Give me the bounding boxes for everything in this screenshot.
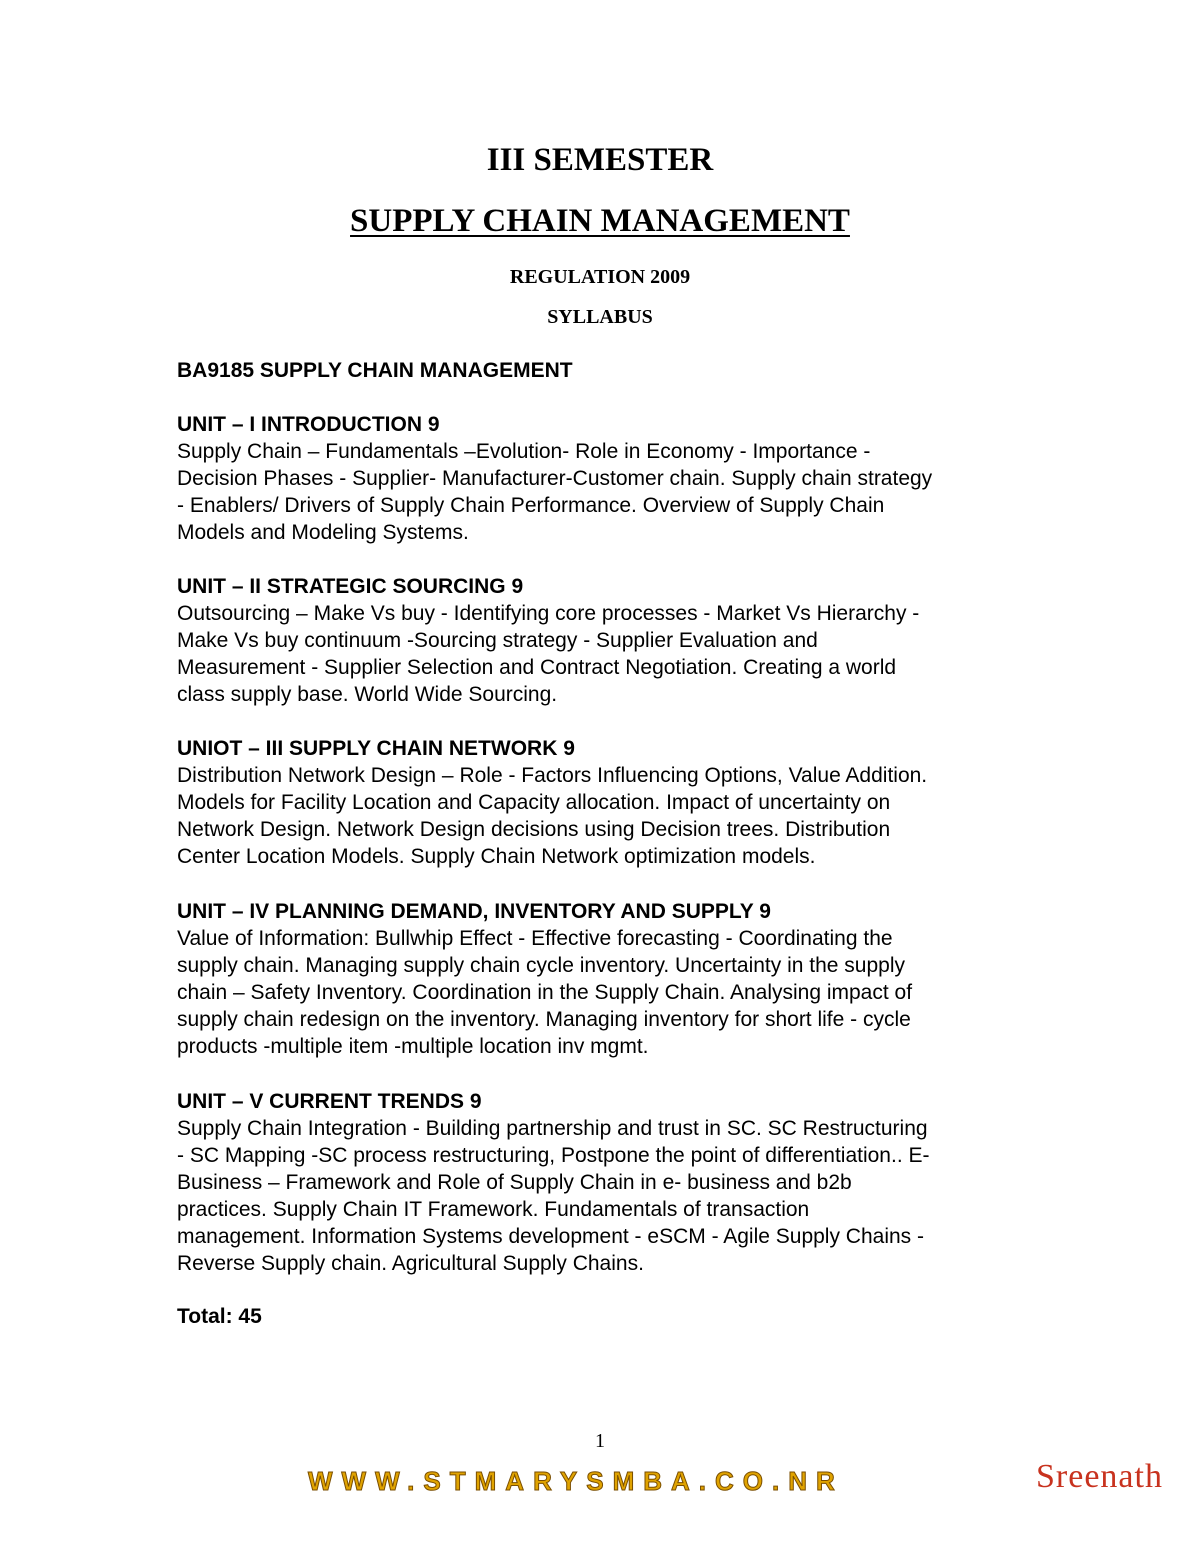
unit-description — [177, 762, 1037, 870]
unit-line: Business – Framework and Role of Supply Chain in e- business and b2b — [177, 1171, 852, 1194]
syllabus-heading: SYLLABUS — [547, 306, 653, 328]
page-number: 1 — [595, 1430, 605, 1452]
unit-5 — [177, 1088, 1037, 1277]
unit-line: Value of Information: Bullwhip Effect - Effective forecasting - Coordinating the — [177, 927, 893, 950]
footer-signature: Sreenath — [1036, 1458, 1163, 1495]
unit-description — [177, 1115, 1037, 1277]
unit-line: Make Vs buy continuum -Sourcing strategy - Supplier Evaluation and — [177, 629, 818, 652]
unit-title: UNIT – II STRATEGIC SOURCING 9 — [177, 575, 524, 598]
unit-line: Network Design. Network Design decisions using Decision trees. Distribution — [177, 818, 891, 841]
unit-line: Reverse Supply chain. Agricultural Supply Chains. — [177, 1252, 644, 1275]
regulation-heading: REGULATION 2009 — [509, 266, 691, 288]
unit-line: supply chain redesign on the inventory. Managing inventory for short life - cycle — [177, 1008, 911, 1031]
unit-2 — [177, 573, 1037, 708]
unit-line: Supply Chain Integration - Building partnership and trust in SC. SC Restructuring — [177, 1117, 928, 1140]
unit-3 — [177, 735, 1037, 870]
unit-title: UNIT – I INTRODUCTION 9 — [177, 413, 440, 436]
course-code-heading: BA9185 SUPPLY CHAIN MANAGEMENT — [177, 359, 573, 382]
total-hours: Total: 45 — [177, 1305, 262, 1328]
course-title: SUPPLY CHAIN MANAGEMENT — [350, 203, 850, 239]
unit-line: Models and Modeling Systems. — [177, 521, 469, 544]
unit-line: products -multiple item -multiple location inv mgmt. — [177, 1035, 649, 1058]
unit-title: UNIT – IV PLANNING DEMAND, INVENTORY AND SUPPLY 9 — [177, 900, 771, 923]
unit-title: UNIT – V CURRENT TRENDS 9 — [177, 1090, 482, 1113]
unit-description — [177, 438, 1037, 546]
unit-line: - SC Mapping -SC process restructuring, Postpone the point of differentiation.. E- — [177, 1144, 930, 1167]
unit-line: management. Information Systems development - eSCM - Agile Supply Chains - — [177, 1225, 925, 1248]
unit-line: supply chain. Managing supply chain cycle inventory. Uncertainty in the supply — [177, 954, 906, 977]
unit-line: practices. Supply Chain IT Framework. Fundamentals of transaction — [177, 1198, 810, 1221]
footer-website-link[interactable]: WWW.STMARYSMBA.CO.NR — [308, 1466, 844, 1496]
unit-1 — [177, 411, 1037, 546]
unit-title: UNIOT – III SUPPLY CHAIN NETWORK 9 — [177, 737, 575, 760]
unit-line: Models for Facility Location and Capacity allocation. Impact of uncertainty on — [177, 791, 891, 814]
unit-line: Outsourcing – Make Vs buy - Identifying core processes - Market Vs Hierarchy - — [177, 602, 920, 625]
unit-description — [177, 600, 1037, 708]
unit-line: - Enablers/ Drivers of Supply Chain Performance. Overview of Supply Chain — [177, 494, 885, 517]
unit-description — [177, 925, 1037, 1060]
semester-heading: III SEMESTER — [486, 142, 714, 178]
unit-line: chain – Safety Inventory. Coordination in the Supply Chain. Analysing impact of — [177, 981, 913, 1004]
unit-line: Decision Phases - Supplier- Manufacturer-Customer chain. Supply chain strategy — [177, 467, 933, 490]
unit-line: Measurement - Supplier Selection and Contract Negotiation. Creating a world — [177, 656, 897, 679]
unit-line: Center Location Models. Supply Chain Network optimization models. — [177, 845, 816, 868]
unit-4 — [177, 898, 1037, 1060]
unit-line: Supply Chain – Fundamentals –Evolution- Role in Economy - Importance - — [177, 440, 871, 463]
unit-line: class supply base. World Wide Sourcing. — [177, 683, 558, 706]
unit-line: Distribution Network Design – Role - Factors Influencing Options, Value Addition. — [177, 764, 928, 787]
